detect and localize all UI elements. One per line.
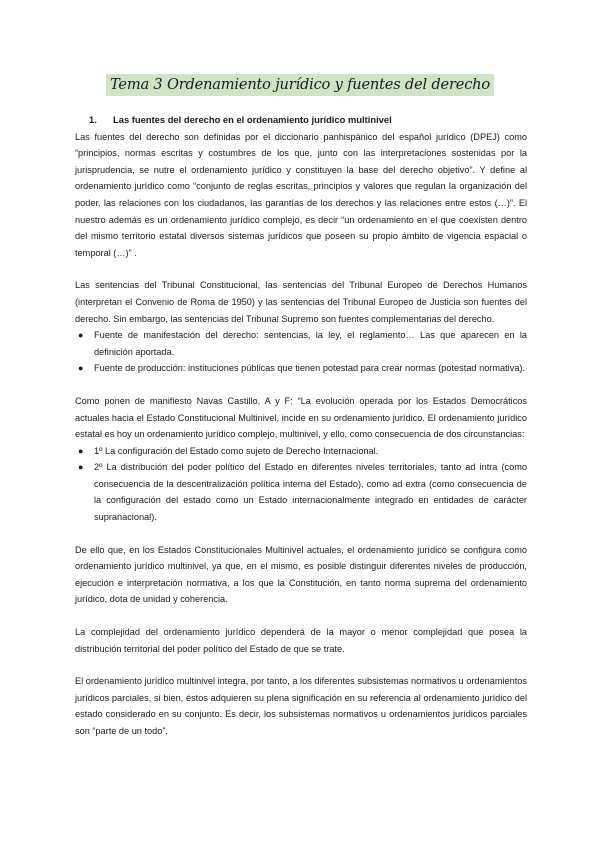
document-body	[75, 112, 527, 740]
paragraph-complejidad: La complejidad del ordenamiento jurídico dependerá de la mayor o menor complejidad que posea la distribución territorial del poder político del Estado de que se trate.	[75, 627, 527, 654]
page-title: Tema 3 Ordenamiento jurídico y fuentes del derecho	[106, 74, 494, 96]
bullet-icon: ●	[78, 363, 84, 374]
spacer	[75, 608, 527, 624]
paragraph-multinivel: De ello que, en los Estados Constitucionales Multinivel actuales, el ordenamiento jurídico se configura como ordenamiento jurídico multinivel, ya que, en el mismo, es posible distinguir diferentes niveles de producción, ejecución e interpretación normativa, a los que la Constitución, en tanto norma suprema del ordenamiento jurídico, dota de unidad y coherencia.	[75, 544, 527, 605]
list-item-text: Fuente de manifestación del derecho: sentencias, la ley, el reglamento… Las que aparecen en la definición aportada.	[94, 330, 527, 357]
list-item-text: 2º La distribución del poder político del Estado en diferentes niveles territoriales, tanto ad intra (como consecuencia de la descentralización política interna del Estado), como ad extra (como consecuencia de la configuración del estado como un Estado internacionalmente integrado en entidades de carácter supranacional).	[94, 462, 527, 523]
list-fuentes	[75, 327, 527, 377]
list-item	[75, 459, 527, 525]
paragraph-subsistemas: El ordenamiento jurídico multinivel integra, por tanto, a los diferentes subsistemas normativos u ordenamientos jurídicos parciales, si bien, éstos adquieren su plena significación en su referencia al ordenamiento jurídico del estado considerado en su conjunto. Es decir, los subsistemas normativos u ordenamientos jurídicos parciales son “parte de un todo”.	[75, 676, 527, 736]
bullet-icon: ●	[78, 445, 84, 456]
paragraph-sentencias: Las sentencias del Tribunal Constitucional, las sentencias del Tribunal Europeo de Derechos Humanos (interpretan el Convenio de Roma de 1950) y las sentencias del Tribunal Europeo de Justicia son fuentes del derecho. Sin embargo, las sentencias del Tribunal Supremo son fuentes complementarias del derecho.	[75, 280, 527, 324]
spacer	[75, 377, 527, 393]
list-item-text: 1º La configuración del Estado como sujeto de Derecho Internacional.	[94, 445, 379, 456]
bullet-icon: ●	[78, 462, 84, 473]
section-number: 1.	[89, 114, 97, 125]
bullet-icon: ●	[78, 330, 84, 341]
paragraph-navas-castillo: Como ponen de manifiesto Navas Castillo, A y F: “La evolución operada por los Estados Democráticos actuales hacia el Estado Constitucional Multinivel, incide en su ordenamiento jurídico. El ordenamiento jurídico estatal es hoy un ordenamiento jurídico complejo, multinivel, y ello, como consecuencia de dos circunstancias:	[75, 395, 527, 440]
section-heading	[75, 112, 527, 129]
spacer	[75, 526, 527, 542]
list-item-text: Fuente de producción: instituciones públicas que tienen potestad para crear normas (potestad normativa).	[94, 363, 526, 374]
spacer	[75, 261, 527, 277]
title-wrapper	[0, 74, 600, 96]
list-circunstancias	[75, 443, 527, 526]
section-heading-text: Las fuentes del derecho en el ordenamiento jurídico multinivel	[113, 114, 392, 125]
list-item	[75, 327, 527, 360]
list-item	[75, 443, 527, 460]
list-item	[75, 360, 527, 377]
paragraph-definitions: Las fuentes del derecho son definidas por el diccionario panhispánico del español jurídico (DPEJ) como “principios, normas escritas y costumbres de los que, junto con las interpretaciones sostenidas por la jurisprudencia, se nutre el ordenamiento jurídico y constituyen la base del derecho objetivo”. Y define al ordenamiento jurídico como “conjunto de reglas escritas, principios y valores que regulan la organización del poder, las relaciones con los ciudadanos, las garantías de los derechos y las relaciones entre estos (…)”. El nuestro además es un ordenamiento jurídico complejo, es decir “un ordenamiento en el que coexisten dentro del mismo territorio estatal diversos sistemas jurídicos que poseen su propio ámbito de vigencia espacial o temporal (…)” .	[75, 131, 527, 258]
spacer	[75, 657, 527, 673]
